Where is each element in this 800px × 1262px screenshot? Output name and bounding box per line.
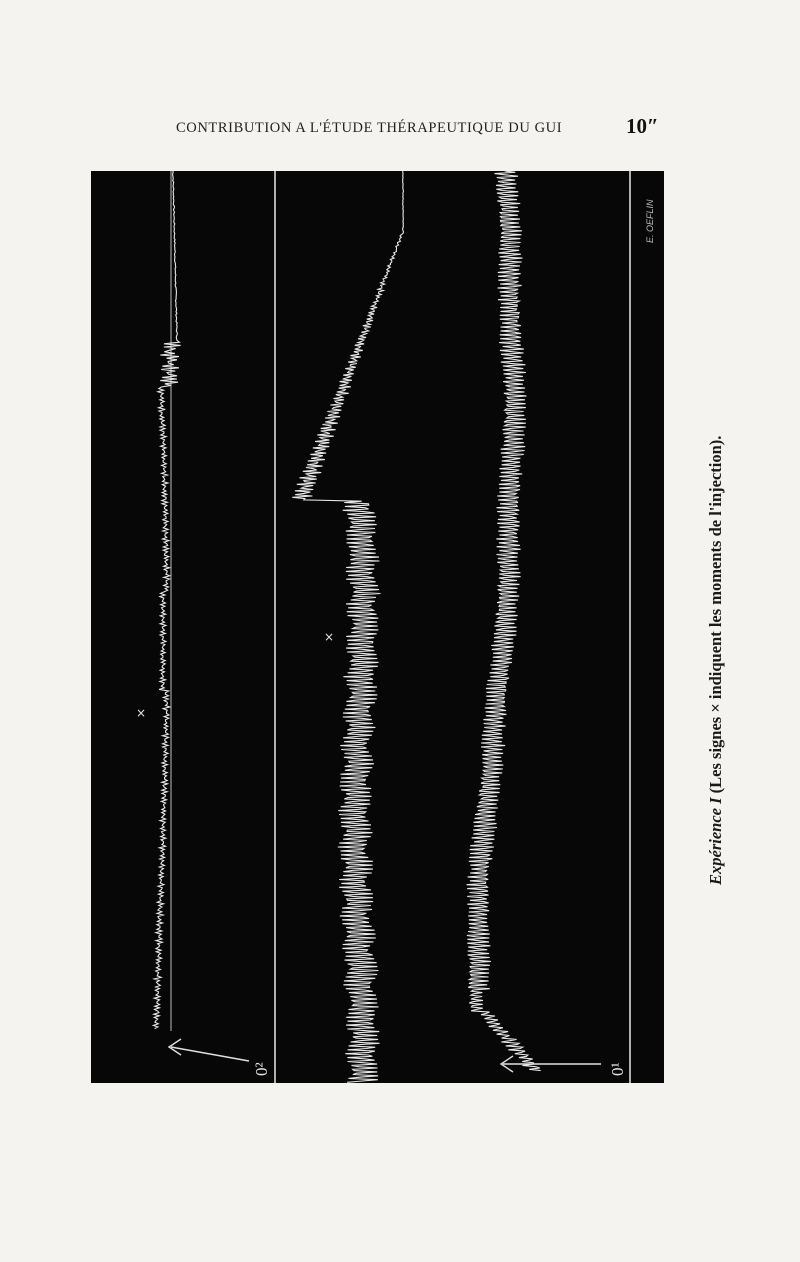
caption-text: (Les signes × indiquent les moments de l'injection). — [706, 435, 725, 798]
trace-label-bottom: 0¹ — [608, 1062, 627, 1076]
trace-label-top: 0² — [252, 1062, 271, 1076]
caption-lead: Expérience I — [706, 797, 725, 885]
figure-caption — [680, 373, 728, 885]
page-number: 10″ — [626, 114, 659, 138]
kymograph-plate — [91, 171, 664, 1083]
kymograph-tracings — [91, 171, 664, 1083]
injection-marker-2: × — [324, 630, 335, 644]
trace-pressure-lower — [467, 171, 541, 1071]
trace-respiration — [153, 171, 180, 1029]
arrow-top — [169, 1039, 249, 1061]
arrow-bottom — [501, 1056, 601, 1072]
running-title: CONTRIBUTION A L'ÉTUDE THÉRAPEUTIQUE DU GUI — [176, 120, 563, 136]
page-header — [0, 112, 800, 146]
engraver-signature: E. OEFLIN — [645, 199, 655, 243]
trace-pressure-middle — [292, 171, 403, 1082]
injection-marker-1: × — [136, 706, 147, 720]
